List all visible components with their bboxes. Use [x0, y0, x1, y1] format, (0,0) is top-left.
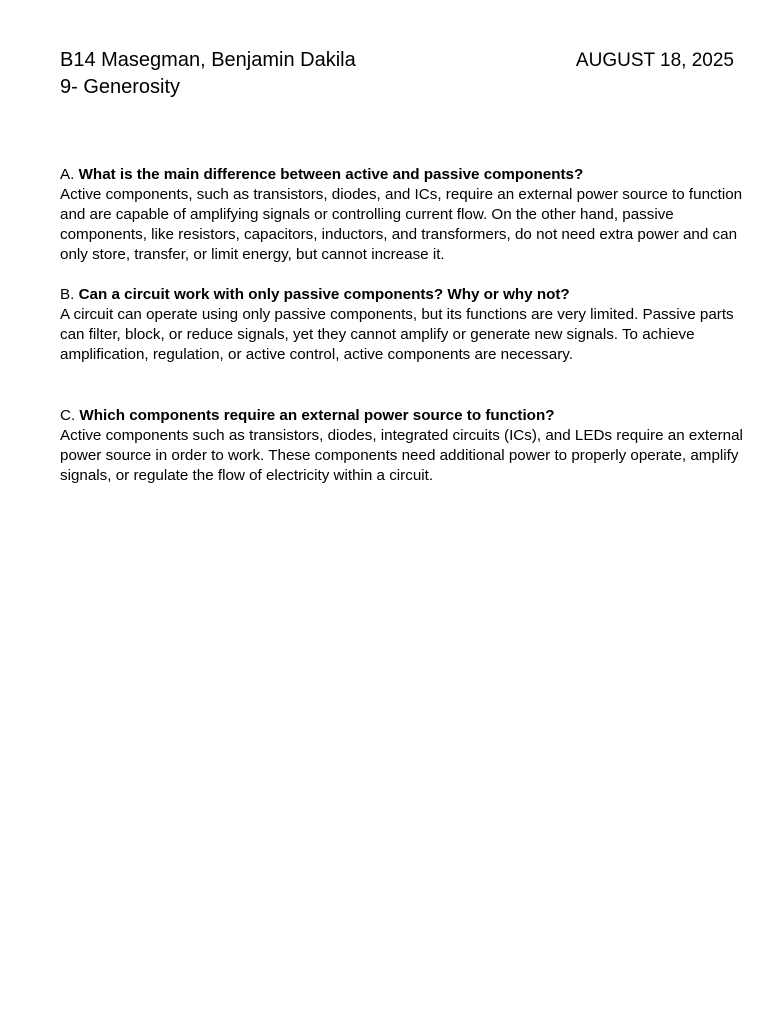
question-text: What is the main difference between active and passive components?: [78, 166, 584, 183]
question-block-c: [60, 406, 752, 486]
section-name: 9- Generosity: [60, 76, 181, 98]
document-date: AUGUST 18, 2025: [575, 50, 734, 71]
answer-c: Active components such as transistors, diodes, integrated circuits (ICs), and LEDs require an external power source in order to work. These components need additional power to properly operate, amplify signals, or regulate the flow of electricity within a circuit.: [60, 427, 743, 484]
question-letter: C.: [60, 407, 80, 424]
question-b: [60, 285, 752, 305]
question-a: [60, 165, 752, 185]
question-text: Can a circuit work with only passive components? Why or why not?: [78, 286, 570, 303]
student-name: B14 Masegman, Benjamin Dakila: [60, 49, 356, 71]
question-block-a: [60, 165, 752, 265]
question-block-b: [60, 285, 752, 365]
answer-a: Active components, such as transistors, diodes, and ICs, require an external power source to function and are capable of amplifying signals or controlling current flow. On the other hand, passive components, like resistors, capacitors, inductors, and transformers, do not need extra power and can only store, transfer, or limit energy, but cannot increase it.: [60, 186, 743, 263]
student-info: [60, 47, 356, 101]
question-text: Which components require an external power source to function?: [79, 407, 555, 424]
question-c: [60, 406, 752, 426]
answer-b: A circuit can operate using only passive components, but its functions are very limited. Passive parts can filter, block, or reduce signals, yet they cannot amplify or generate new signals. To achieve amplification, regulation, or active control, active components are necessary.: [60, 306, 734, 363]
document-header: [60, 47, 734, 107]
question-letter: B.: [60, 286, 79, 303]
question-letter: A.: [60, 166, 79, 183]
